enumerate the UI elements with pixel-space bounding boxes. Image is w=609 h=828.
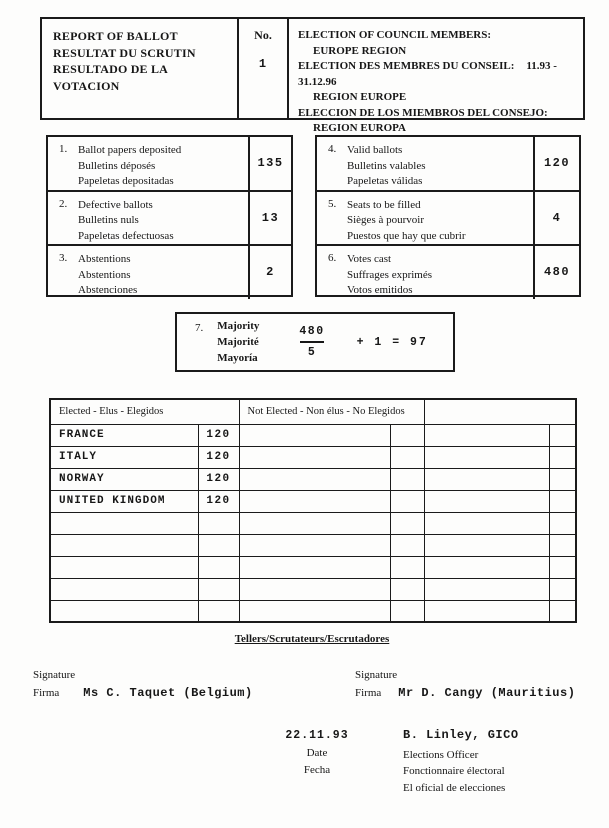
extra-name [424, 512, 549, 534]
not-elected-name [239, 446, 390, 468]
table-row [50, 534, 576, 556]
elected-name: ITALY [50, 446, 198, 468]
election-region-es: REGION EUROPA [313, 122, 406, 134]
not-elected-votes [390, 600, 424, 622]
stat-5-label-fr: Sièges à pourvoir [347, 214, 424, 226]
stat-6-number: 6. [328, 252, 337, 264]
extra-name [424, 578, 549, 600]
extra-votes [549, 534, 576, 556]
election-title-fr-text: ELECTION DES MEMBRES DU CONSEIL: [298, 60, 515, 72]
elected-votes [198, 534, 239, 556]
not-elected-votes [390, 556, 424, 578]
stat-1-label-en: Ballot papers deposited [78, 144, 182, 156]
officer-block [403, 727, 519, 796]
stat-5-label-en: Seats to be filled [347, 198, 421, 211]
stat-4-label-en: Valid ballots [347, 144, 403, 156]
elected-votes [198, 556, 239, 578]
elected-votes: 120 [198, 490, 239, 512]
table-row [50, 600, 576, 622]
table-row [50, 512, 576, 534]
stat-5-value: 4 [533, 192, 579, 245]
date-label-en: Date [306, 746, 328, 759]
not-elected-votes [390, 468, 424, 490]
date-label-es: Fecha [303, 764, 331, 776]
report-number-label: No. [254, 28, 272, 42]
extra-name [424, 600, 549, 622]
report-title-block [42, 19, 239, 118]
officer-name: B. Linley, GICO [403, 728, 519, 742]
stat-2-number: 2. [59, 197, 68, 210]
officer-title-fr: Fonctionnaire électoral [403, 765, 505, 777]
stat-4-labels [347, 137, 533, 190]
stat-6-labels [347, 246, 533, 299]
not-elected-name [239, 534, 390, 556]
stat-item-5 [317, 190, 579, 245]
report-number-cell [239, 19, 289, 118]
election-title-fr [298, 59, 577, 90]
extra-votes [549, 424, 576, 446]
signature-label-es: Firma [355, 687, 382, 699]
not-elected-name [239, 490, 390, 512]
majority-label-es: Mayoría [217, 352, 258, 364]
stat-1-labels [78, 137, 248, 190]
elected-name [50, 534, 198, 556]
table-row [50, 446, 576, 468]
stat-3-labels [78, 246, 248, 299]
teller-name-left: Ms C. Taquet (Belgium) [83, 686, 253, 700]
signature-label-es: Firma [33, 687, 60, 699]
not-elected-name [239, 556, 390, 578]
not-elected-name [239, 468, 390, 490]
tellers-heading: Tellers/Scrutateurs/Escrutadores [234, 633, 390, 645]
extra-name [424, 534, 549, 556]
majority-denominator: 5 [307, 346, 317, 359]
stats-box-right [315, 135, 581, 297]
stat-5-labels [347, 192, 533, 245]
date-value: 22.11.93 [285, 729, 349, 742]
elected-name: UNITED KINGDOM [50, 490, 198, 512]
teller-signature-right [355, 666, 575, 702]
extra-votes [549, 490, 576, 512]
stat-2-labels [78, 192, 248, 245]
report-title-fr: RESULTAT DU SCRUTIN [53, 45, 196, 60]
stat-6-label-en: Votes cast [347, 253, 392, 265]
elected-votes: 120 [198, 468, 239, 490]
stat-4-label-es: Papeletas válidas [347, 175, 423, 187]
not-elected-name [239, 578, 390, 600]
elected-name [50, 578, 198, 600]
election-region-en: EUROPE REGION [313, 44, 407, 57]
header-box [40, 17, 585, 134]
majority-fraction [299, 325, 324, 359]
extra-name [424, 490, 549, 512]
election-region-fr: REGION EUROPE [313, 91, 407, 103]
extra-votes [549, 468, 576, 490]
stat-4-value: 120 [533, 137, 579, 190]
stat-3-label-en: Abstentions [78, 253, 131, 265]
elected-name [50, 600, 198, 622]
stat-5-number: 5. [328, 197, 337, 210]
teller-name-right: Mr D. Cangy (Mauritius) [398, 686, 576, 700]
not-elected-name [239, 424, 390, 446]
extra-name [424, 424, 549, 446]
stat-item-4 [317, 137, 579, 190]
table-row [50, 556, 576, 578]
extra-name [424, 446, 549, 468]
stat-6-value: 480 [533, 246, 579, 299]
stat-5-label-es: Puestos que hay que cubrir [347, 229, 466, 242]
signature-label-en: Signature [33, 669, 76, 681]
table-row [50, 468, 576, 490]
stat-item-3 [48, 244, 291, 299]
not-elected-votes [390, 490, 424, 512]
table-row [50, 578, 576, 600]
stat-3-label-es: Abstenciones [78, 284, 138, 296]
extra-name [424, 468, 549, 490]
election-title-en: ELECTION OF COUNCIL MEMBERS: [298, 29, 492, 41]
stat-2-value: 13 [248, 192, 291, 245]
stat-6-label-es: Votos emitidos [347, 284, 413, 296]
table-row [50, 424, 576, 446]
report-number-value: 1 [258, 57, 268, 71]
elected-votes [198, 578, 239, 600]
extra-votes [549, 446, 576, 468]
extra-name [424, 556, 549, 578]
majority-numerator: 480 [299, 325, 325, 338]
not-elected-votes [390, 512, 424, 534]
stat-4-number: 4. [328, 143, 337, 155]
header-blank [424, 399, 576, 424]
stats-box-left [46, 135, 293, 297]
not-elected-votes [390, 578, 424, 600]
extra-votes [549, 556, 576, 578]
stat-item-1 [48, 137, 291, 190]
results-header-row [50, 399, 576, 424]
date-block [262, 727, 372, 780]
stat-6-label-fr: Suffrages exprimés [347, 268, 433, 281]
election-title-es: ELECCION DE LOS MIEMBROS DEL CONSEJO: [298, 106, 548, 119]
header-elected: Elected - Elus - Elegidos [50, 399, 239, 424]
stat-item-6 [317, 244, 579, 299]
header-not-elected: Not Elected - Non élus - No Elegidos [239, 399, 424, 424]
election-title-block [289, 19, 583, 134]
stat-2-label-es: Papeletas defectuosas [78, 229, 174, 242]
extra-votes [549, 512, 576, 534]
report-title-es: RESULTADO DE LA VOTACION [53, 62, 168, 93]
stat-item-2 [48, 190, 291, 245]
elected-name [50, 512, 198, 534]
stat-1-label-fr: Bulletins déposés [78, 159, 156, 172]
elected-votes [198, 600, 239, 622]
stat-3-value: 2 [248, 246, 291, 299]
stat-3-number: 3. [59, 252, 68, 264]
fraction-bar [300, 341, 324, 343]
report-title-en: REPORT OF BALLOT [53, 29, 178, 43]
majority-labels [217, 318, 259, 366]
officer-title-es: El oficial de elecciones [403, 781, 506, 794]
not-elected-votes [390, 534, 424, 556]
majority-number: 7. [195, 322, 204, 334]
officer-title-en: Elections Officer [403, 748, 479, 761]
signature-label-en: Signature [355, 669, 398, 681]
majority-box [175, 312, 455, 372]
stat-1-value: 135 [248, 137, 291, 190]
table-row [50, 490, 576, 512]
majority-label-en: Majority [217, 320, 260, 332]
extra-votes [549, 600, 576, 622]
not-elected-votes [390, 446, 424, 468]
majority-label-fr: Majorité [217, 336, 259, 348]
teller-signature-left [33, 666, 253, 702]
stat-4-label-fr: Bulletins valables [347, 159, 426, 172]
stat-1-number: 1. [59, 143, 68, 155]
elected-name: NORWAY [50, 468, 198, 490]
stat-2-label-fr: Bulletins nuls [78, 214, 139, 226]
not-elected-name [239, 512, 390, 534]
term-dates: 11.93 - 31.12.96 [298, 60, 557, 88]
extra-votes [549, 578, 576, 600]
stat-2-label-en: Defective ballots [78, 198, 153, 211]
elected-votes: 120 [198, 446, 239, 468]
stat-1-label-es: Papeletas depositadas [78, 175, 174, 187]
results-table [49, 398, 577, 623]
stat-3-label-fr: Abstentions [78, 268, 131, 281]
elected-votes [198, 512, 239, 534]
elected-name: FRANCE [50, 424, 198, 446]
elected-votes: 120 [198, 424, 239, 446]
majority-formula: + 1 = 97 [356, 335, 428, 349]
not-elected-votes [390, 424, 424, 446]
not-elected-name [239, 600, 390, 622]
elected-name [50, 556, 198, 578]
